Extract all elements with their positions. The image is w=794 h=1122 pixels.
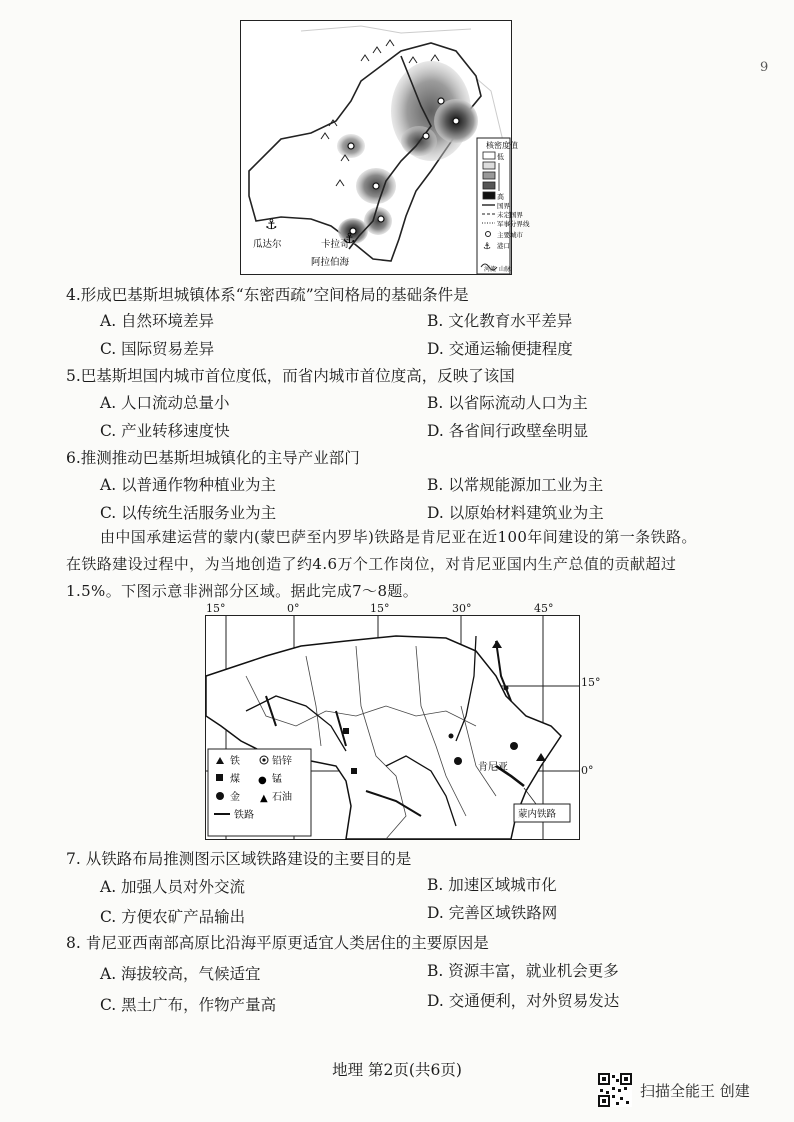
passage [66,524,726,605]
q7-option-d: D. 完善区域铁路网 [427,904,558,922]
q8-option-a: A. 海拔较高，气候适宜 [100,965,261,983]
lon-label-e45: 45° [534,602,554,615]
q6-option-c: C. 以传统生活服务业为主 [100,504,277,522]
sea-label: 阿拉伯海 [311,257,350,268]
lon-label-e15: 15° [370,602,390,615]
q5-option-c: C. 产业转移速度快 [100,422,230,440]
q7-option-b: B. 加速区域城市化 [427,876,557,894]
legend-title: 核密度值 [486,141,518,150]
legend-low: 低 [497,153,504,161]
legend-port-icon: ⚓ [483,242,492,252]
map1-legend [477,138,530,274]
q6-option-d: D. 以原始材料建筑业为主 [427,504,604,522]
coal-icon [343,728,349,734]
q5-stem: 5.巴基斯坦国内城市首位度低，而省内城市首位度高，反映了该国 [66,367,515,385]
africa-map [205,615,580,840]
iron-icon [492,640,502,648]
qr-code-icon [598,1073,632,1107]
legend-iron: 铁 [230,756,240,767]
q4-option-d: D. 交通运输便捷程度 [427,340,573,358]
coal-icon [351,768,357,774]
map2-legend [208,749,311,836]
passage-line-2: 在铁路建设过程中，为当地创造了约4.6万个工作岗位，对肯尼亚国内生产总值的贡献超过 [66,555,677,573]
q8-option-b: B. 资源丰富，就业机会更多 [427,962,619,980]
port-label-gwadar: 瓜达尔 [253,239,282,250]
legend-port: 港口 [497,242,510,250]
passage-line-1: 由中国承建运营的蒙内(蒙巴萨至内罗毕)铁路是肯尼亚在近100年间建设的第一条铁路。 [100,528,697,546]
legend-undetermined: 未定国界 [497,211,523,219]
pakistan-map-svg [241,21,530,274]
lon-label-e30: 30° [452,602,472,615]
q6-stem: 6.推测推动巴基斯坦城镇化的主导产业部门 [66,449,360,467]
q4-option-a: A. 自然环境差异 [100,312,215,330]
legend-gold-icon [216,792,224,800]
passage-line-3: 1.5%。下图示意非洲部分区域。据此完成7～8题。 [66,582,419,600]
africa-map-svg [206,616,579,839]
gold-icon [454,757,462,765]
lat-label-n15: 15° [581,676,601,689]
q4-option-c: C. 国际贸易差异 [100,340,215,358]
q5-option-a: A. 人口流动总量小 [100,394,230,412]
q6-option-b: B. 以常规能源加工业为主 [427,476,604,494]
lat-label-0: 0° [581,764,594,777]
q8-stem: 8. 肯尼亚西南部高原比沿海平原更适宜人类居住的主要原因是 [66,934,489,952]
legend-city: 主要城市 [497,231,523,239]
legend-coal: 煤 [230,774,240,785]
q4-stem: 4.形成巴基斯坦城镇体系“东密西疏”空间格局的基础条件是 [66,286,469,304]
q5-option-b: B. 以省际流动人口为主 [427,394,588,412]
manganese-icon [504,686,509,691]
legend-oil-icon: ▲ [260,793,268,804]
page-mark: 9 [760,60,769,75]
legend-manganese: 锰 [272,774,282,785]
port-icon-karachi: ⚓ [343,231,356,247]
legend-high: 高 [497,193,504,201]
pakistan-map [240,20,530,275]
kenya-label: 肯尼亚 [478,762,508,773]
q8-option-c: C. 黑土广布，作物产量高 [100,996,277,1014]
port-label-karachi: 卡拉奇 [321,239,350,250]
lon-label-0: 0° [287,602,300,615]
port-icon-gwadar: ⚓ [265,217,278,233]
q7-option-a: A. 加强人员对外交流 [100,878,246,896]
q7-option-c: C. 方便农矿产品输出 [100,908,246,926]
railway-callout: 蒙内铁路 [518,809,557,820]
q4-option-b: B. 文化教育水平差异 [427,312,573,330]
q8-option-d: D. 交通便利，对外贸易发达 [427,992,620,1010]
legend-coal-icon [216,774,223,781]
gold-icon [510,742,518,750]
legend-gold: 金 [230,792,240,803]
legend-railway: 铁路 [234,810,254,821]
scanner-watermark [598,1072,750,1108]
legend-military: 军事分界线 [497,220,530,228]
legend-manganese-icon: ● [258,775,267,786]
q6-option-a: A. 以普通作物种植业为主 [100,476,277,494]
legend-border: 国界 [497,202,510,210]
q5-option-d: D. 各省间行政壁垒明显 [427,422,589,440]
legend-river: 河流 [484,266,497,273]
page-footer: 地理 第2页(共6页) [332,1061,462,1079]
manganese-icon [449,734,454,739]
scanner-label: 扫描全能王 创建 [640,1081,750,1100]
q7-stem: 7. 从铁路布局推测图示区域铁路建设的主要目的是 [66,850,412,868]
lon-label-w15: 15° [206,602,226,615]
legend-oil: 石油 [272,792,292,803]
legend-mountain: 山脉 [499,266,512,273]
legend-lead-zinc: 铅锌 [272,756,292,767]
